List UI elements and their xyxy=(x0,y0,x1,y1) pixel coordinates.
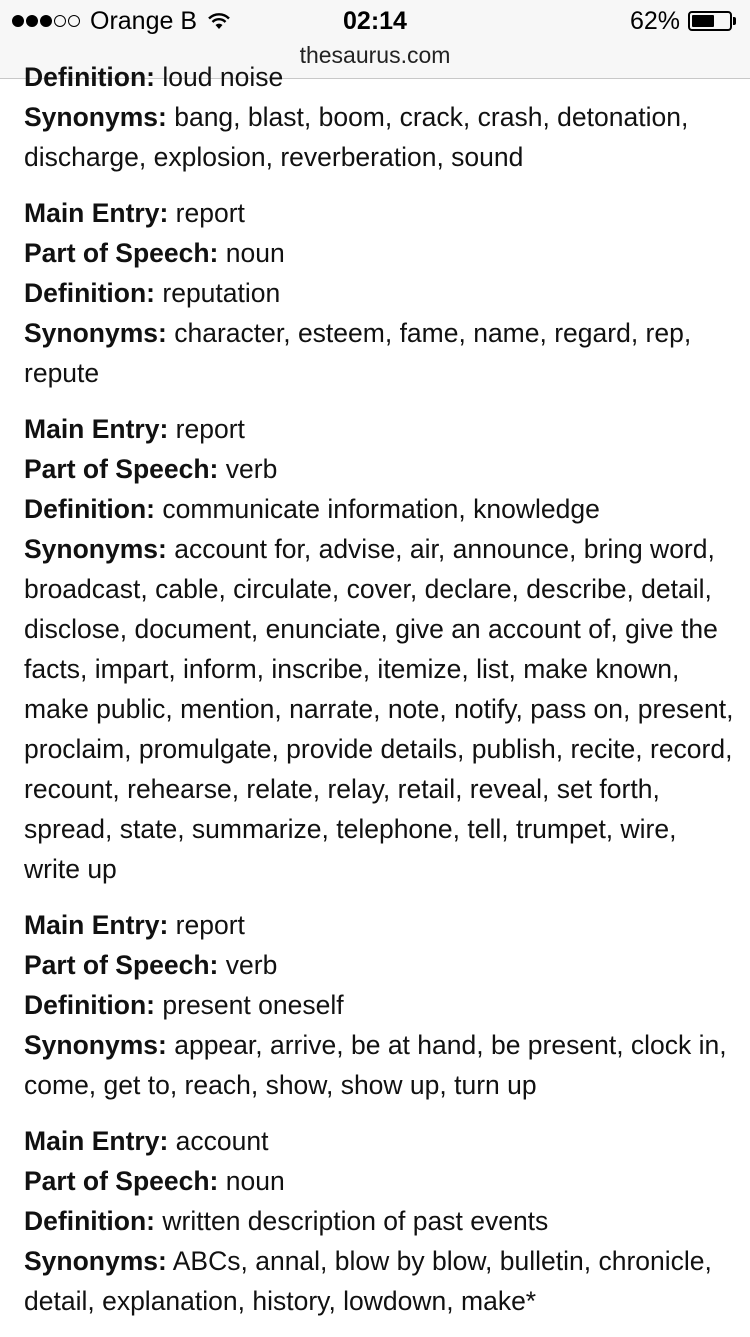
battery-icon xyxy=(688,11,732,31)
part-of-speech-line: Part of Speech: verb xyxy=(24,950,278,980)
entry-4 xyxy=(24,1121,734,1321)
synonyms-line: Synonyms: appear, arrive, be at hand, be present, clock in, come, get to, reach, show, show up, turn up xyxy=(24,1030,727,1100)
entry-2 xyxy=(24,409,734,889)
status-time: 02:14 xyxy=(343,7,407,35)
definition-line: Definition: reputation xyxy=(24,278,281,308)
url-text: thesaurus.com xyxy=(299,42,451,68)
definition-line: Definition: communicate information, knowledge xyxy=(24,494,600,524)
entry-1 xyxy=(24,193,734,393)
battery-percent: 62% xyxy=(629,6,680,35)
main-entry-line: Main Entry: account xyxy=(24,1126,269,1156)
carrier-name: Orange B xyxy=(90,6,198,35)
part-of-speech-line: Part of Speech: verb xyxy=(24,454,278,484)
synonyms-line: Synonyms: account for, advise, air, announce, bring word, broadcast, cable, circulate, cover, declare, describe, detail, disclose, document, enunciate, give an account of, give the facts, impart, inform, inscribe, itemize, list, make known, make public, mention, narrate, note, notify, pass on, present, proclaim, promulgate, provide details, publish, recite, record, recount, rehearse, relate, relay, retail, reveal, set forth, spread, state, summarize, telephone, tell, trumpet, wire, write up xyxy=(24,534,734,884)
synonyms-line: Synonyms: bang, blast, boom, crack, crash, detonation, discharge, explosion, reverberation, sound xyxy=(24,102,689,172)
entry-partial xyxy=(24,57,734,177)
definition-line: Definition: written description of past events xyxy=(24,1206,549,1236)
main-entry-line: Main Entry: report xyxy=(24,414,245,444)
definition-line: Definition: present oneself xyxy=(24,990,344,1020)
part-of-speech-line: Part of Speech: noun xyxy=(24,1166,285,1196)
main-entry-line: Main Entry: report xyxy=(24,198,245,228)
battery-indicator xyxy=(630,6,736,36)
part-of-speech-line: Part of Speech: noun xyxy=(24,238,285,268)
main-entry-line: Main Entry: report xyxy=(24,910,245,940)
definition-line: Definition: loud noise xyxy=(24,62,284,92)
synonyms-line: Synonyms: character, esteem, fame, name, regard, rep, repute xyxy=(24,318,692,388)
synonyms-line: Synonyms: ABCs, annal, blow by blow, bulletin, chronicle, detail, explanation, history, lowdown, make* xyxy=(24,1246,712,1316)
page-content[interactable] xyxy=(0,62,750,1334)
status-bar xyxy=(0,0,750,40)
entry-3 xyxy=(24,905,734,1105)
